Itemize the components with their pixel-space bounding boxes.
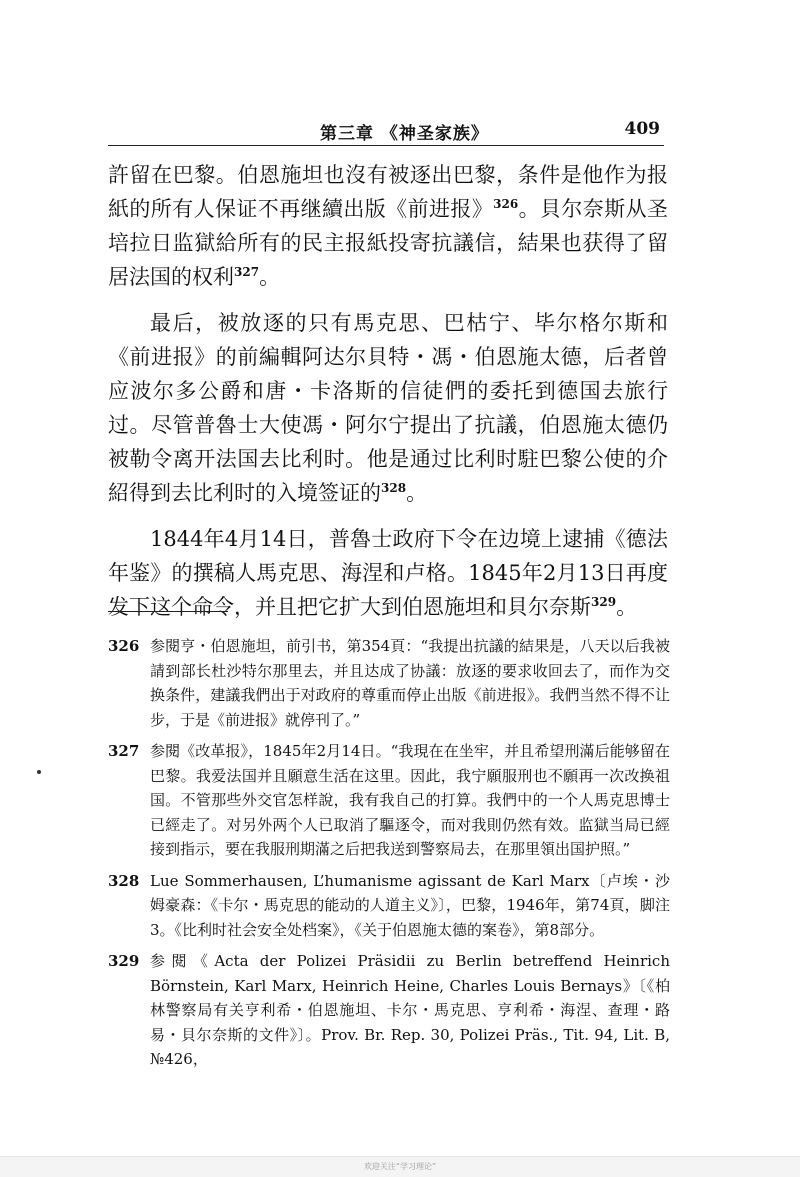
paragraph-text: 。 <box>406 481 428 505</box>
scan-speck <box>37 770 41 774</box>
footnote <box>108 949 670 1072</box>
footnote-number: 329 <box>108 952 140 970</box>
chapter-title: 第三章 《神圣家族》 <box>320 124 489 144</box>
main-text <box>108 158 668 636</box>
footnote-reference: 329 <box>591 595 617 609</box>
paragraph-text: 。貝尔奈斯从圣培拉日监獄給所有的民主报紙投寄抗議信，結果也获得了留居法国的权利 <box>108 197 669 289</box>
paragraph <box>108 306 668 510</box>
running-header <box>108 115 664 146</box>
footnote-number: 327 <box>108 742 140 760</box>
footnote-text: 参閱《改革报》，1845年2月14日。“我現在在坐牢，并且希望刑滿后能够留在巴黎。我爱法国并且願意生活在这里。因此，我宁願服刑也不願再一次改换祖国。不管那些外交官怎样說，我有我自己的打算。我們中的一个人馬克思博士已經走了。对另外两个人已取消了驅逐令，而对我則仍然有效。监獄当局已經接到指示，要在我服刑期滿之后把我送到警察局去，在那里領出国护照。” <box>150 742 670 858</box>
footnote-text: 参閱《Acta der Polizei Präsidii zu Berlin betreffend Heinrich Börnstein, Karl Marx, Heinrich Heine, Charles Louis Bernays》〔《柏林警察局有关亨利希・伯恩施坦、卡尔・馬克思、亨利希・海涅、查理・路易・貝尔奈斯的文件》〕。Prov. Br. Rep. 30, Polizei Präs., Tit. 94, Lit. B, №426， <box>150 952 670 1068</box>
footnote <box>108 634 670 732</box>
footnote-number: 328 <box>108 871 140 890</box>
paragraph-text: 。 <box>259 265 281 289</box>
paragraph <box>108 158 668 294</box>
footnote <box>108 739 670 862</box>
footnotes-section <box>108 634 670 1079</box>
paragraph-text: 。 <box>616 595 638 619</box>
page-number: 409 <box>624 119 660 139</box>
footnote-text: 参閱亨・伯恩施坦，前引书，第354頁：“我提出抗議的結果是，八天以后我被請到部长杜沙特尔那里去，并且达成了协議：放逐的要求收回去了，而作为交换条件，建議我們出于对政府的尊重而停止出版《前进报》。我們当然不得不让步，于是《前进报》就停刊了。” <box>150 637 670 729</box>
footnote-reference: 328 <box>381 481 407 495</box>
footnote-text: Lue Sommerhausen, L’humanisme agissant de Karl Marx〔卢埃・沙姆豪森：《卡尔・馬克思的能动的人道主义》〕，巴黎，1946年，第74頁，脚注3。《比利时社会安全处档案》，《关于伯恩施太德的案卷》，第8部分。 <box>150 871 670 939</box>
watermark-text: 欢迎关注“学习理论” <box>363 1162 437 1171</box>
footnote-divider <box>108 611 228 612</box>
footnote-reference: 327 <box>234 265 260 279</box>
footnote-number: 326 <box>108 637 140 655</box>
paragraph <box>108 522 668 624</box>
paragraph-text: 最后，被放逐的只有馬克思、巴枯宁、毕尔格尔斯和《前进报》的前編輯阿达尔貝特・馮・伯恩施太德，后者曾应波尔多公爵和唐・卡洛斯的信徒們的委托到德国去旅行过。尽管普魯士大使馮・阿尔宁提出了抗議，伯恩施太德仍被勒令离开法国去比利时。他是通过比利时駐巴黎公使的介紹得到去比利时的入境签证的 <box>108 311 668 505</box>
paragraph-text: 1844年4月14日，普魯士政府下令在边境上逮捕《德法年鉴》的撰稿人馬克思、海涅和卢格。1845年2月13日再度发下这个命令，并且把它扩大到伯恩施坦和貝尔奈斯 <box>108 527 668 619</box>
paragraph-text: 許留在巴黎。伯恩施坦也沒有被逐出巴黎，条件是他作为报紙的所有人保证不再继續出版《前进报》 <box>108 163 668 221</box>
footnote <box>108 869 670 943</box>
footnote-reference: 326 <box>493 197 519 211</box>
